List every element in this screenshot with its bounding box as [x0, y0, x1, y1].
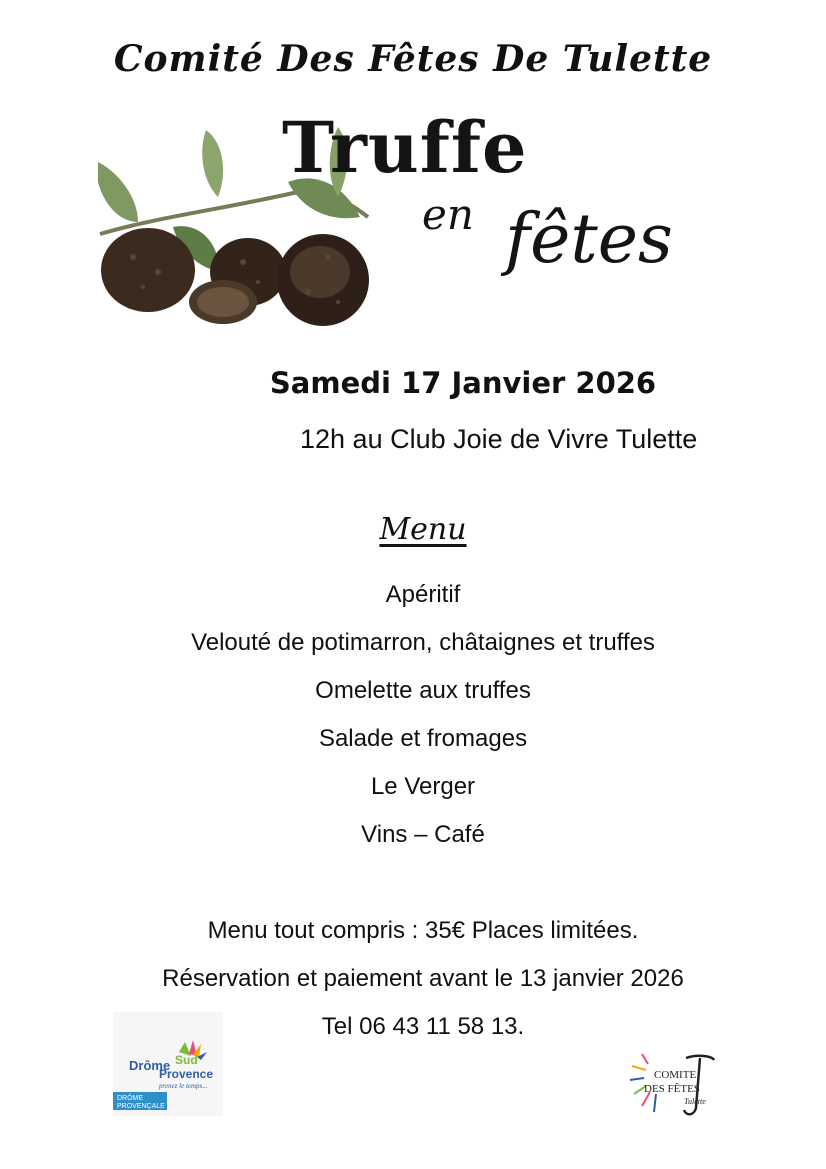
svg-text:DES FÊTES: DES FÊTES: [644, 1083, 700, 1095]
event-date: Samedi 17 Janvier 2026: [269, 366, 657, 400]
menu-item: Apéritif: [385, 581, 461, 608]
title-en: en: [422, 190, 474, 239]
menu-heading: [0, 512, 826, 547]
event-venue: 12h au Club Joie de Vivre Tulette: [300, 424, 698, 454]
reservation-info: Réservation et paiement avant le 13 janvier 2026: [162, 965, 684, 992]
title-fetes: fêtes: [505, 200, 673, 279]
drome-logo-graphic: [113, 1012, 223, 1116]
menu-item: Omelette aux truffes: [315, 677, 531, 704]
comite-logo-graphic: [628, 1052, 718, 1122]
svg-text:DRÔME: DRÔME: [117, 1095, 144, 1102]
phone-info: Tel 06 43 11 58 13.: [321, 1013, 525, 1040]
menu-item: Le Verger: [370, 773, 476, 800]
menu-list: [0, 578, 826, 866]
title-truffe: Truffe: [282, 106, 528, 189]
svg-text:PROVENÇALE: PROVENÇALE: [117, 1103, 165, 1110]
price-info: Menu tout compris : 35€ Places limitées.: [207, 917, 639, 944]
menu-item: Vins – Café: [361, 821, 485, 848]
drome-sud-provence-logo: [113, 1012, 223, 1116]
committee-title: Comité Des Fêtes De Tulette: [113, 38, 713, 80]
menu-item: Salade et fromages: [318, 725, 528, 752]
svg-text:Provence: Provence: [159, 1067, 214, 1081]
menu-item: Velouté de potimarron, châtaignes et truffes: [191, 629, 655, 656]
svg-text:prenez le temps...: prenez le temps...: [159, 1082, 208, 1090]
svg-text:Drôme: Drôme: [129, 1058, 171, 1073]
svg-text:Tulette: Tulette: [684, 1097, 706, 1106]
comite-des-fetes-logo: [628, 1052, 718, 1122]
svg-text:Sud: Sud: [175, 1053, 198, 1067]
menu-heading-label: Menu: [379, 512, 467, 547]
svg-text:COMITE: COMITE: [654, 1069, 697, 1081]
